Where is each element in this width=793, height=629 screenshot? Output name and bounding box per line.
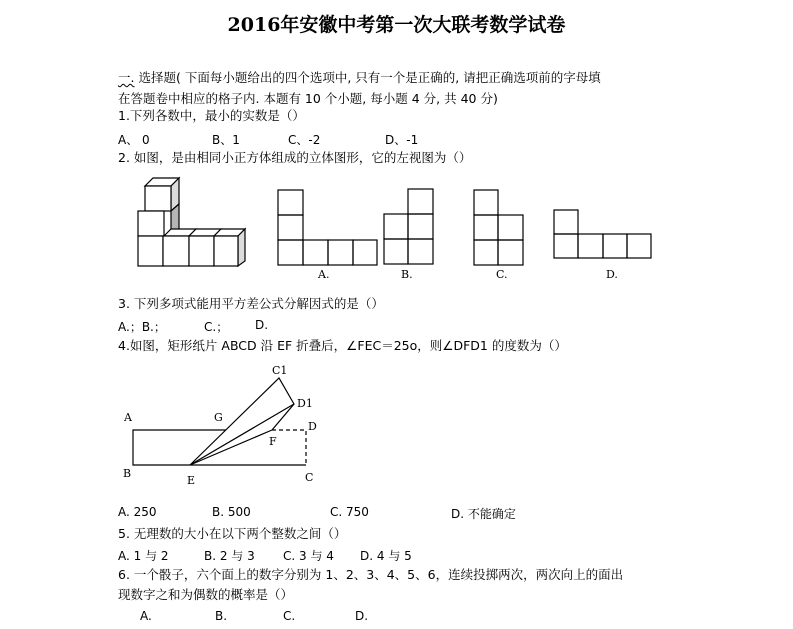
q1-option-d: D、-1: [385, 133, 419, 147]
q5-option-c: C. 3 与 4: [283, 549, 334, 563]
q4-option-d: D. 不能确定: [451, 507, 516, 521]
fig-label-g: G: [214, 411, 223, 424]
fig-label-c1: C1: [272, 364, 288, 377]
fig-label-b: B: [123, 467, 132, 480]
question-6-stem-line1: 6. 一个骰子，六个面上的数字分别为 1、2、3、4、5、6，连续投掷两次，两次向上的面出: [118, 567, 624, 582]
question-4-stem: 4.如图，矩形纸片 ABCD 沿 EF 折叠后，∠FEC＝25o，则∠DFD1 的度数为（）: [118, 338, 567, 353]
q4-option-b: B. 500: [212, 505, 251, 519]
q2-option-c-label: C.: [496, 268, 508, 281]
q2-option-a-label: A.: [318, 268, 330, 281]
section-heading-line2: 在答题卷中相应的格子内. 本题有 10 个小题, 每小题 4 分, 共 40 分): [118, 91, 498, 106]
q4-option-a: A. 250: [118, 505, 157, 519]
q1-option-c: C、-2: [288, 133, 321, 147]
q6-option-d: D.: [355, 609, 369, 623]
q5-option-d: D. 4 与 5: [360, 549, 412, 563]
q4-option-c: C. 750: [330, 505, 369, 519]
q1-option-a: A、 0: [118, 133, 150, 147]
fig-label-f: F: [269, 435, 277, 448]
fig-label-d1: D1: [297, 397, 313, 410]
q5-option-a: A. 1 与 2: [118, 549, 169, 563]
q3-option-c: C.；: [204, 320, 229, 334]
question-6-stem-line2: 现数字之和为偶数的概率是（）: [118, 587, 294, 602]
section-heading-line1: 选择题( 下面每小题给出的四个选项中, 只有一个是正确的, 请把正确选项前的字母填: [138, 70, 601, 85]
question-3-stem: 3. 下列多项式能用平方差公式分解因式的是（）: [118, 296, 384, 311]
q2-option-d-label: D.: [606, 268, 618, 281]
q6-option-b: B.: [215, 609, 228, 623]
q3-option-ab: A.；B.；: [118, 320, 166, 334]
question-5-stem: 5. 无理数的大小在以下两个整数之间（）: [118, 526, 347, 541]
fig-label-c: C: [305, 471, 314, 484]
q2-option-b-label: B.: [401, 268, 413, 281]
q3-option-d: D.: [255, 318, 269, 332]
q6-option-a: A.: [140, 609, 152, 623]
fig-label-e: E: [187, 474, 196, 487]
question-1-stem: 1.下列各数中，最小的实数是（）: [118, 108, 305, 123]
q6-option-c: C.: [283, 609, 296, 623]
q5-option-b: B. 2 与 3: [204, 549, 255, 563]
q1-option-b: B、1: [212, 133, 240, 147]
fig-label-a: A: [124, 411, 132, 424]
page-title: 2016年安徽中考第一次大联考数学试卷: [227, 14, 566, 36]
fig-label-d: D: [308, 420, 317, 433]
question-2-stem: 2. 如图，是由相同小正方体组成的立体图形，它的左视图为（）: [118, 150, 472, 165]
section-number: 一.: [118, 70, 135, 85]
